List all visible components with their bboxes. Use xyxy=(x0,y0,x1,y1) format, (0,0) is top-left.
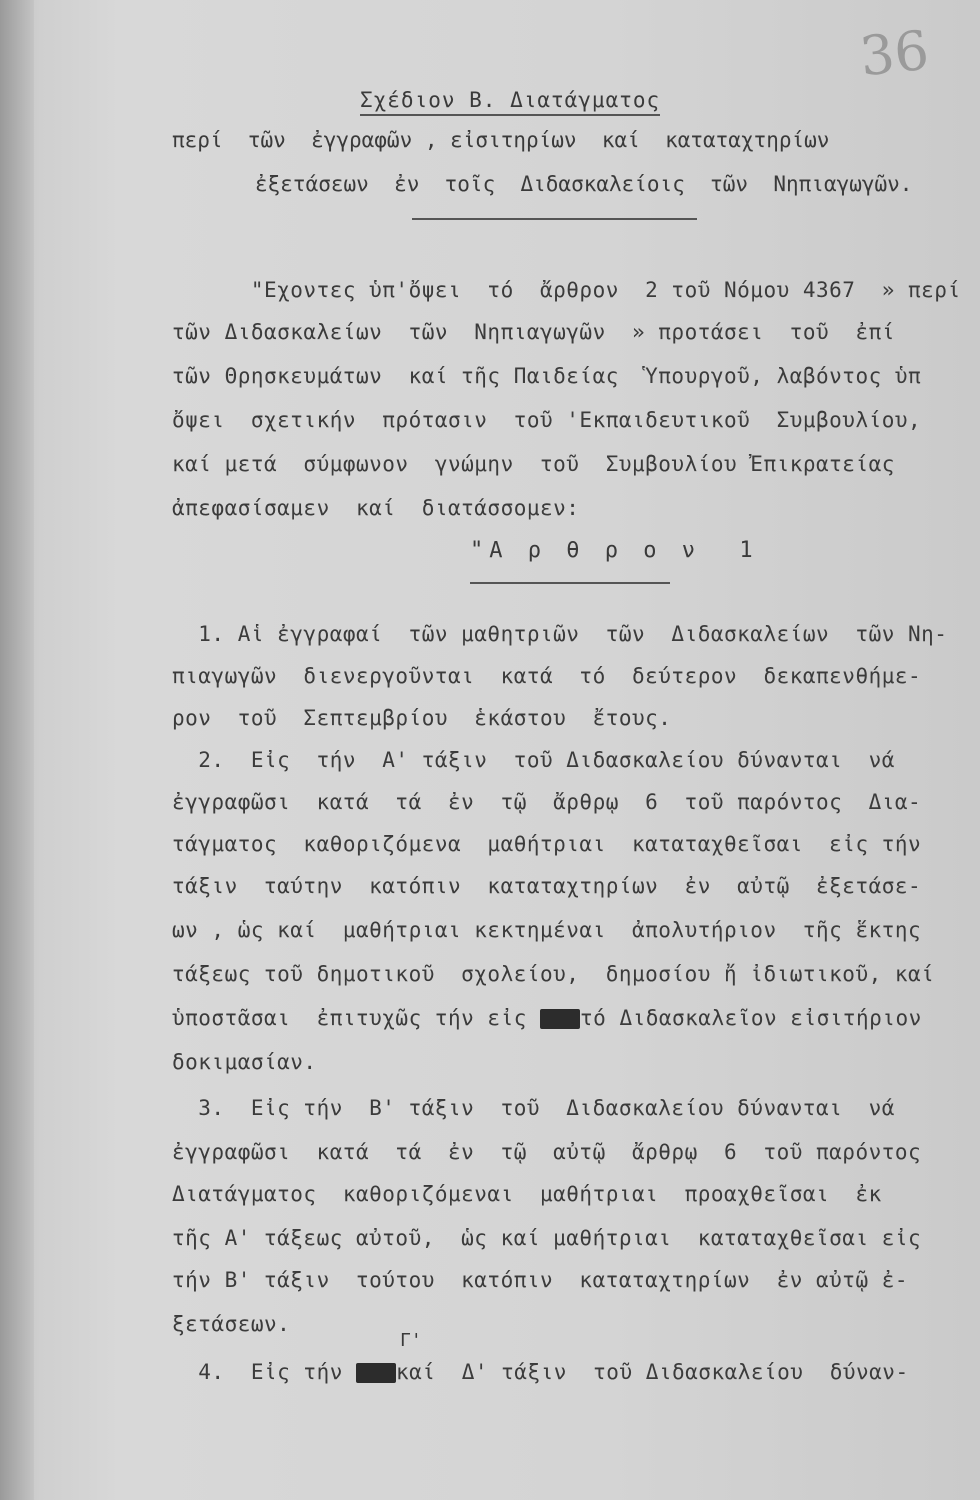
paragraph-fragment: τό Διδασκαλεῖον εἰσιτήριον xyxy=(580,1006,922,1030)
article-divider xyxy=(470,582,670,584)
paragraph-fragment: 4. Εἰς τήν xyxy=(172,1360,357,1384)
paragraph-line: ἐγγραφῶσι κατά τά ἐν τῷ ἄρθρῳ 6 τοῦ παρόντος Δια- xyxy=(172,790,922,814)
paragraph-line: δοκιμασίαν. xyxy=(172,1050,317,1074)
paragraph-line: 1. Αἱ ἐγγραφαί τῶν μαθητριῶν τῶν Διδασκαλείων τῶν Νη- xyxy=(172,622,948,646)
document-title: Σχέδιον Β. Διατάγματος xyxy=(360,88,660,116)
paragraph-fragment: ὑποστᾶσαι ἐπιτυχῶς τήν εἰς xyxy=(172,1006,541,1030)
redaction-mark xyxy=(540,1009,580,1029)
paragraph-line: 3. Εἰς τήν Β' τάξιν τοῦ Διδασκαλείου δύνανται νά xyxy=(172,1096,895,1120)
title-divider xyxy=(412,218,697,220)
preamble-line: τῶν Διδασκαλείων τῶν Νηπιαγωγῶν » προτάσει τοῦ ἐπί xyxy=(172,320,895,344)
paragraph-line: 2. Εἰς τήν Α' τάξιν τοῦ Διδασκαλείου δύνανται νά xyxy=(172,748,895,772)
paragraph-line: ξετάσεων. xyxy=(172,1312,291,1336)
preamble-line: τῶν Θρησκευμάτων καί τῆς Παιδείας Ὑπουργοῦ, λαβόντος ὑπ xyxy=(172,364,922,388)
paragraph-line: τάξιν ταύτην κατόπιν καταταχτηρίων ἐν αὐτῷ ἐξετάσε- xyxy=(172,874,922,898)
handwritten-insertion: Γ' xyxy=(400,1330,422,1351)
subtitle-line-1: περί τῶν ἐγγραφῶν , εἰσιτηρίων καί καταταχτηρίων xyxy=(172,128,830,152)
paragraph-line-with-redaction xyxy=(172,1360,909,1384)
paragraph-line: τάξεως τοῦ δημοτικοῦ σχολείου, δημοσίου ἤ ἰδιωτικοῦ, καί xyxy=(172,962,935,986)
paragraph-line: τάγματος καθοριζόμενα μαθήτριαι καταταχθεῖσαι εἰς τήν xyxy=(172,832,922,856)
paragraph-fragment: καί Δ' τάξιν τοῦ Διδασκαλείου δύναν- xyxy=(396,1360,909,1384)
paragraph-line: τῆς Α' τάξεως αὐτοῦ, ὡς καί μαθήτριαι καταταχθεῖσαι εἰς xyxy=(172,1226,922,1250)
paragraph-line: ἐγγραφῶσι κατά τά ἐν τῷ αὐτῷ ἄρθρῳ 6 τοῦ παρόντος xyxy=(172,1140,922,1164)
handwritten-page-number: 36 xyxy=(856,18,932,89)
paragraph-line: τήν Β' τάξιν τούτου κατόπιν καταταχτηρίων ἐν αὐτῷ ἐ- xyxy=(172,1268,909,1292)
paragraph-line: πιαγωγῶν διενεργοῦνται κατά τό δεύτερον δεκαπενθήμε- xyxy=(172,664,922,688)
paragraph-line: Διατάγματος καθοριζόμεναι μαθήτριαι προαχθεῖσαι ἐκ xyxy=(172,1182,882,1206)
preamble-line: ὄψει σχετικήν πρότασιν τοῦ 'Εκπαιδευτικοῦ Συμβουλίου, xyxy=(172,408,922,432)
paragraph-line: ρον τοῦ Σεπτεμβρίου ἑκάστου ἔτους. xyxy=(172,706,672,730)
paragraph-line: ων , ὡς καί μαθήτριαι κεκτημέναι ἀπολυτήριον τῆς ἕκτης xyxy=(172,918,922,942)
subtitle-line-2: ἐξετάσεων ἐν τοῖς Διδασκαλείοις τῶν Νηπιαγωγῶν. xyxy=(255,172,913,196)
preamble-line: καί μετά σύμφωνον γνώμην τοῦ Συμβουλίου Ἐπικρατείας xyxy=(172,452,895,476)
preamble-line: "Εχοντες ὑπ'ὄψει τό ἄρθρον 2 τοῦ Νόμου 4367 » περί xyxy=(172,278,961,302)
binding-shadow xyxy=(0,0,34,1500)
article-heading: "Α ρ θ ρ ο ν 1 xyxy=(470,538,759,563)
preamble-line: ἀπεφασίσαμεν καί διατάσσομεν: xyxy=(172,496,580,520)
redaction-mark xyxy=(356,1363,396,1383)
paragraph-line-with-redaction xyxy=(172,1006,922,1030)
